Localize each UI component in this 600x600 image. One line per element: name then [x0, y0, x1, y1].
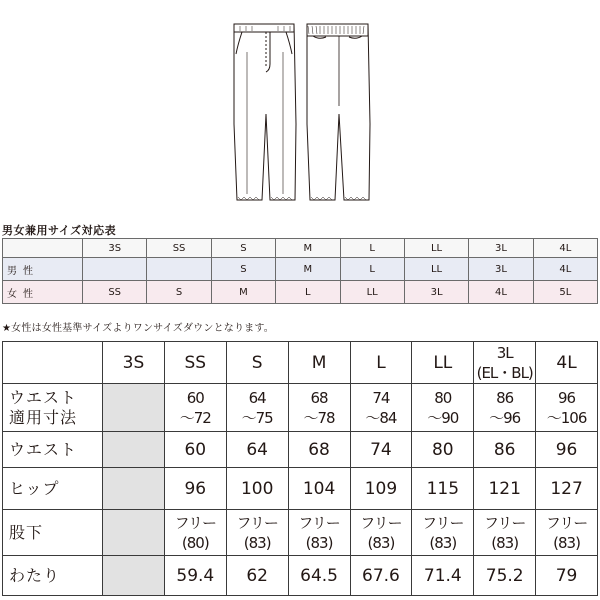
waist-fit-label-line1: ウエスト — [9, 387, 78, 407]
men-size-cell: L — [340, 258, 404, 281]
value-text: 〜106 — [546, 408, 587, 427]
value-text: フリー — [360, 513, 402, 532]
waist-cell: 86 — [474, 432, 536, 468]
value-text: フリー — [483, 513, 526, 532]
size-header-cell: 3S — [103, 342, 165, 384]
value-text: 〜96 — [489, 408, 521, 427]
men-size-cell: S — [211, 258, 275, 281]
value-text: (83) — [243, 533, 271, 552]
hip-cell: 96 — [164, 468, 226, 510]
conversion-header-cell: M — [276, 239, 340, 258]
size-header-cell: LL — [412, 342, 474, 384]
value-text: 96 — [558, 388, 576, 407]
thigh-cell: 64.5 — [288, 556, 350, 596]
hip-label: ヒップ — [3, 468, 103, 510]
waist-fit-cell — [474, 384, 536, 432]
value-text: 60 — [186, 388, 204, 407]
size-3l-alias: (EL・BL) — [476, 363, 533, 382]
value-text: (83) — [429, 533, 457, 552]
conversion-header-cell: SS — [147, 239, 211, 258]
value-text: 80 — [434, 388, 452, 407]
inseam-cell — [412, 510, 474, 556]
waist-fit-cell — [164, 384, 226, 432]
waist-cell: 68 — [288, 432, 350, 468]
conversion-header-cell: 4L — [533, 239, 597, 258]
value-text: (80) — [181, 533, 209, 552]
inseam-cell — [536, 510, 598, 556]
size-header-cell: SS — [164, 342, 226, 384]
empty-cell-3s — [103, 556, 165, 596]
value-text: フリー — [298, 513, 340, 532]
pants-back-waistband — [307, 24, 368, 36]
inseam-cell — [474, 510, 536, 556]
value-text: 68 — [310, 388, 328, 407]
hip-cell: 109 — [350, 468, 412, 510]
waist-cell: 64 — [226, 432, 288, 468]
waist-fit-label — [3, 384, 103, 432]
value-text: 〜84 — [365, 408, 397, 427]
size-header-row — [3, 342, 598, 384]
size-header-cell: M — [288, 342, 350, 384]
men-size-cell — [83, 258, 147, 281]
waist-row — [3, 432, 598, 468]
waist-cell: 96 — [536, 432, 598, 468]
inseam-row — [3, 510, 598, 556]
pants-front-waistband — [234, 24, 294, 32]
inseam-cell — [226, 510, 288, 556]
men-size-cell: 3L — [469, 258, 533, 281]
inseam-cell — [288, 510, 350, 556]
women-size-cell: 5L — [533, 281, 597, 304]
value-text: (83) — [491, 533, 519, 552]
value-text: (83) — [305, 533, 333, 552]
empty-cell-3s — [103, 432, 165, 468]
conversion-header-cell: 3S — [83, 239, 147, 258]
value-text: (83) — [367, 533, 395, 552]
women-size-cell: M — [211, 281, 275, 304]
empty-cell-3s — [103, 468, 165, 510]
pants-back-outline — [307, 24, 370, 200]
unisex-size-conversion-table — [2, 238, 598, 304]
size-header-cell-3l — [474, 342, 536, 384]
thigh-label: わたり — [3, 556, 103, 596]
value-text: 〜72 — [179, 408, 211, 427]
inseam-cell — [164, 510, 226, 556]
conversion-corner-cell — [3, 239, 83, 258]
women-size-cell: L — [276, 281, 340, 304]
waist-fit-cell — [226, 384, 288, 432]
waist-fit-cell — [350, 384, 412, 432]
men-row-label: 男性 — [3, 258, 83, 281]
conversion-header-cell: L — [340, 239, 404, 258]
value-text: (83) — [553, 533, 580, 552]
size-corner-cell — [3, 342, 103, 384]
thigh-cell: 67.6 — [350, 556, 412, 596]
conversion-header-row — [3, 239, 598, 258]
thigh-cell: 71.4 — [412, 556, 474, 596]
women-row-label: 女性 — [3, 281, 83, 304]
value-text: フリー — [545, 513, 588, 532]
hip-cell: 127 — [536, 468, 598, 510]
conversion-header-cell: 3L — [469, 239, 533, 258]
men-size-cell — [147, 258, 211, 281]
women-size-cell: SS — [83, 281, 147, 304]
women-size-cell: 4L — [469, 281, 533, 304]
conversion-men-row — [3, 258, 598, 281]
empty-cell-3s — [103, 510, 165, 556]
hip-row — [3, 468, 598, 510]
pants-front-outline — [234, 24, 296, 200]
size-header-cell: S — [226, 342, 288, 384]
value-text: フリー — [236, 513, 278, 532]
value-text: 74 — [372, 388, 390, 407]
waist-fit-label-line2: 適用寸法 — [9, 407, 78, 427]
value-text: 64 — [248, 388, 266, 407]
size-measurement-table — [2, 341, 598, 596]
thigh-cell: 79 — [536, 556, 598, 596]
waist-fit-cell — [536, 384, 598, 432]
women-size-note: ★女性は女性基準サイズよりワンサイズダウンとなります。 — [2, 323, 274, 334]
waist-cell: 74 — [350, 432, 412, 468]
waist-fit-cell — [412, 384, 474, 432]
waist-fit-row — [3, 384, 598, 432]
thigh-cell: 62 — [226, 556, 288, 596]
thigh-cell: 75.2 — [474, 556, 536, 596]
thigh-row — [3, 556, 598, 596]
waist-cell: 60 — [164, 432, 226, 468]
value-text: 〜78 — [303, 408, 335, 427]
size-3l-label: 3L — [496, 343, 513, 362]
hip-cell: 104 — [288, 468, 350, 510]
men-size-cell: M — [276, 258, 340, 281]
conversion-header-cell: S — [211, 239, 275, 258]
pants-illustration — [218, 6, 382, 212]
women-size-cell: S — [147, 281, 211, 304]
conversion-table-title: 男女兼用サイズ対応表 — [2, 224, 117, 237]
size-header-cell: 4L — [536, 342, 598, 384]
waist-label: ウエスト — [3, 432, 103, 468]
value-text: 〜90 — [427, 408, 459, 427]
hip-cell: 115 — [412, 468, 474, 510]
men-size-cell: 4L — [533, 258, 597, 281]
hip-cell: 100 — [226, 468, 288, 510]
women-size-cell: LL — [340, 281, 404, 304]
value-text: フリー — [174, 513, 217, 532]
inseam-label: 股下 — [3, 510, 103, 556]
conversion-header-cell: LL — [404, 239, 468, 258]
size-header-cell: L — [350, 342, 412, 384]
thigh-cell: 59.4 — [164, 556, 226, 596]
value-text: 〜75 — [241, 408, 273, 427]
men-size-cell: LL — [404, 258, 468, 281]
waist-fit-cell — [288, 384, 350, 432]
value-text: 86 — [496, 388, 514, 407]
waist-cell: 80 — [412, 432, 474, 468]
inseam-cell — [350, 510, 412, 556]
empty-cell-3s — [103, 384, 165, 432]
hip-cell: 121 — [474, 468, 536, 510]
women-size-cell: 3L — [404, 281, 468, 304]
value-text: フリー — [422, 513, 464, 532]
conversion-women-row — [3, 281, 598, 304]
